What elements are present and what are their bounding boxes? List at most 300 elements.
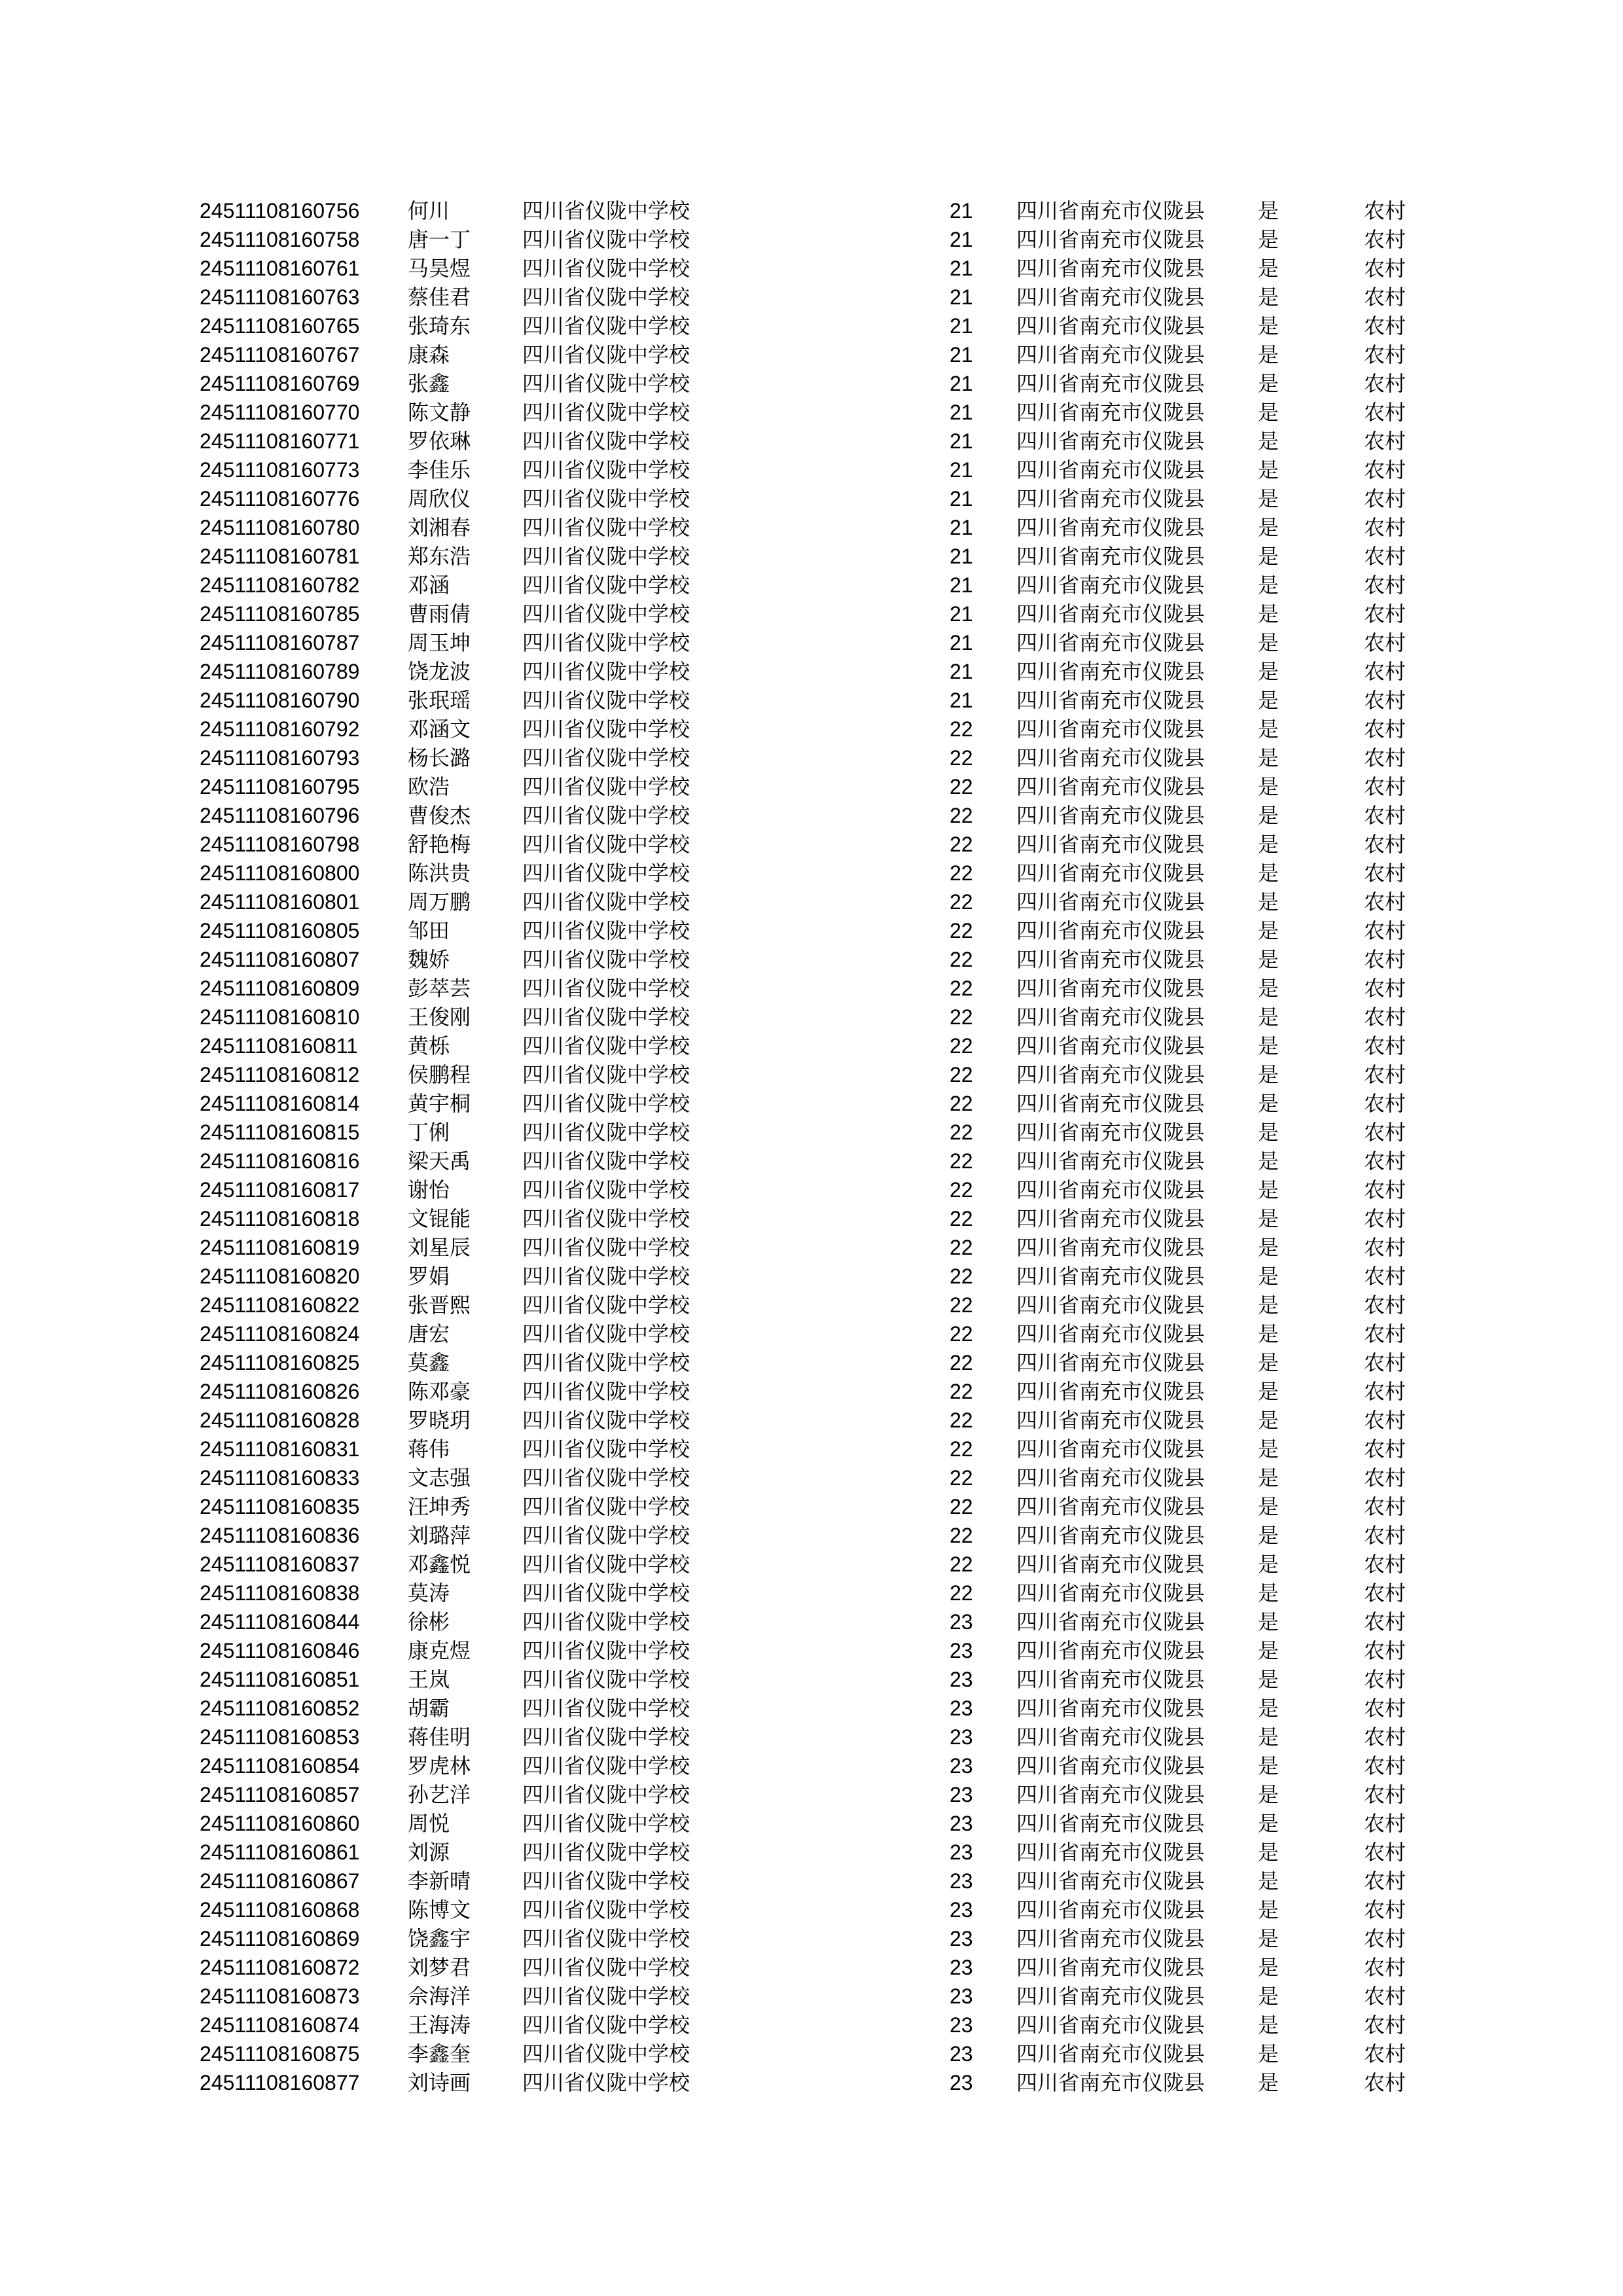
number-cell: 23: [950, 2071, 973, 2094]
school-cell: 四川省仪陇中学校: [522, 371, 690, 396]
exam-id-cell: 24511108160758: [200, 228, 360, 251]
number-cell: 21: [950, 199, 973, 223]
student-name-cell: 黄宇桐: [408, 1091, 471, 1116]
number-cell: 23: [950, 1783, 973, 1806]
school-cell: 四川省仪陇中学校: [522, 1696, 690, 1721]
number-cell: 22: [950, 1322, 973, 1346]
number-cell: 21: [950, 372, 973, 395]
table-row: [200, 1895, 1443, 1924]
flag-cell: 是: [1258, 1120, 1279, 1145]
school-cell: 四川省仪陇中学校: [522, 1293, 690, 1318]
area-type-cell: 农村: [1364, 774, 1406, 799]
student-name-cell: 欧浩: [408, 774, 450, 799]
table-row: [200, 945, 1443, 974]
table-row: [200, 2011, 1443, 2039]
flag-cell: 是: [1258, 659, 1279, 684]
address-cell: 四川省南充市仪陇县: [1016, 227, 1205, 252]
student-name-cell: 王海涛: [408, 2013, 471, 2037]
table-row: [200, 1492, 1443, 1521]
number-cell: 21: [950, 228, 973, 251]
number-cell: 22: [950, 948, 973, 971]
address-cell: 四川省南充市仪陇县: [1016, 1437, 1205, 1462]
address-cell: 四川省南充市仪陇县: [1016, 630, 1205, 655]
school-cell: 四川省仪陇中学校: [522, 1350, 690, 1375]
student-name-cell: 刘源: [408, 1840, 450, 1865]
address-cell: 四川省南充市仪陇县: [1016, 1638, 1205, 1663]
table-row: [200, 1665, 1443, 1694]
student-name-cell: 李鑫奎: [408, 2041, 471, 2066]
flag-cell: 是: [1258, 1811, 1279, 1836]
school-cell: 四川省仪陇中学校: [522, 976, 690, 1001]
number-cell: 23: [950, 2013, 973, 2037]
address-cell: 四川省南充市仪陇县: [1016, 1552, 1205, 1577]
flag-cell: 是: [1258, 1206, 1279, 1231]
area-type-cell: 农村: [1364, 400, 1406, 425]
student-name-cell: 周欣仪: [408, 486, 471, 511]
number-cell: 22: [950, 833, 973, 856]
student-name-cell: 魏娇: [408, 947, 450, 972]
student-name-cell: 康森: [408, 342, 450, 367]
number-cell: 22: [950, 1063, 973, 1086]
school-cell: 四川省仪陇中学校: [522, 918, 690, 943]
table-row: [200, 1204, 1443, 1233]
area-type-cell: 农村: [1364, 630, 1406, 655]
school-cell: 四川省仪陇中学校: [522, 1869, 690, 1893]
exam-id-cell: 24511108160819: [200, 1236, 360, 1259]
flag-cell: 是: [1258, 1235, 1279, 1260]
student-name-cell: 周玉坤: [408, 630, 471, 655]
exam-id-cell: 24511108160836: [200, 1524, 360, 1547]
area-type-cell: 农村: [1364, 1869, 1406, 1893]
area-type-cell: 农村: [1364, 2041, 1406, 2066]
number-cell: 22: [950, 1265, 973, 1288]
exam-id-cell: 24511108160792: [200, 717, 360, 741]
table-row: [200, 571, 1443, 600]
flag-cell: 是: [1258, 1437, 1279, 1462]
school-cell: 四川省仪陇中学校: [522, 1408, 690, 1433]
student-name-cell: 唐宏: [408, 1321, 450, 1346]
student-name-cell: 康克煜: [408, 1638, 471, 1663]
table-row: [200, 1348, 1443, 1377]
student-name-cell: 周悦: [408, 1811, 450, 1836]
table-row: [200, 1406, 1443, 1435]
student-name-cell: 孙艺洋: [408, 1782, 471, 1807]
school-cell: 四川省仪陇中学校: [522, 1177, 690, 1202]
exam-id-cell: 24511108160787: [200, 631, 360, 655]
flag-cell: 是: [1258, 1062, 1279, 1087]
exam-id-cell: 24511108160835: [200, 1495, 360, 1518]
school-cell: 四川省仪陇中学校: [522, 1264, 690, 1289]
school-cell: 四川省仪陇中学校: [522, 889, 690, 914]
area-type-cell: 农村: [1364, 1350, 1406, 1375]
student-name-cell: 佘海洋: [408, 1984, 471, 2009]
area-type-cell: 农村: [1364, 1667, 1406, 1692]
flag-cell: 是: [1258, 2041, 1279, 2066]
number-cell: 21: [950, 631, 973, 655]
table-row: [200, 1233, 1443, 1262]
number-cell: 21: [950, 257, 973, 280]
address-cell: 四川省南充市仪陇县: [1016, 1955, 1205, 1980]
address-cell: 四川省南充市仪陇县: [1016, 1811, 1205, 1836]
table-row: [200, 484, 1443, 513]
address-cell: 四川省南充市仪陇县: [1016, 1264, 1205, 1289]
school-cell: 四川省仪陇中学校: [522, 227, 690, 252]
number-cell: 22: [950, 890, 973, 914]
table-row: [200, 1060, 1443, 1089]
area-type-cell: 农村: [1364, 1379, 1406, 1404]
table-row: [200, 830, 1443, 859]
table-row: [200, 2068, 1443, 2097]
area-type-cell: 农村: [1364, 717, 1406, 742]
exam-id-cell: 24511108160861: [200, 1840, 360, 1864]
table-row: [200, 715, 1443, 744]
number-cell: 21: [950, 487, 973, 511]
area-type-cell: 农村: [1364, 1984, 1406, 2009]
exam-id-cell: 24511108160869: [200, 1927, 360, 1950]
address-cell: 四川省南充市仪陇县: [1016, 1206, 1205, 1231]
student-name-cell: 饶龙波: [408, 659, 471, 684]
exam-id-cell: 24511108160833: [200, 1466, 360, 1490]
area-type-cell: 农村: [1364, 1494, 1406, 1519]
number-cell: 23: [950, 1696, 973, 1720]
school-cell: 四川省仪陇中学校: [522, 659, 690, 684]
table-row: [200, 916, 1443, 945]
address-cell: 四川省南充市仪陇县: [1016, 1581, 1205, 1605]
area-type-cell: 农村: [1364, 256, 1406, 281]
number-cell: 21: [950, 401, 973, 424]
area-type-cell: 农村: [1364, 1955, 1406, 1980]
area-type-cell: 农村: [1364, 601, 1406, 626]
exam-id-cell: 24511108160809: [200, 977, 360, 1000]
area-type-cell: 农村: [1364, 1321, 1406, 1346]
school-cell: 四川省仪陇中学校: [522, 1523, 690, 1548]
address-cell: 四川省南充市仪陇县: [1016, 976, 1205, 1001]
table-row: [200, 1751, 1443, 1780]
exam-id-cell: 24511108160776: [200, 487, 360, 511]
area-type-cell: 农村: [1364, 976, 1406, 1001]
exam-id-cell: 24511108160811: [200, 1034, 359, 1058]
student-name-cell: 曹俊杰: [408, 803, 471, 828]
address-cell: 四川省南充市仪陇县: [1016, 1177, 1205, 1202]
flag-cell: 是: [1258, 1494, 1279, 1519]
flag-cell: 是: [1258, 688, 1279, 713]
student-name-cell: 郑东浩: [408, 544, 471, 569]
student-name-cell: 马昊煜: [408, 256, 471, 281]
school-cell: 四川省仪陇中学校: [522, 429, 690, 454]
flag-cell: 是: [1258, 947, 1279, 972]
area-type-cell: 农村: [1364, 1293, 1406, 1318]
school-cell: 四川省仪陇中学校: [522, 1033, 690, 1058]
table-row: [200, 1089, 1443, 1118]
address-cell: 四川省南充市仪陇县: [1016, 1725, 1205, 1749]
number-cell: 22: [950, 717, 973, 741]
flag-cell: 是: [1258, 803, 1279, 828]
address-cell: 四川省南充市仪陇县: [1016, 774, 1205, 799]
student-name-cell: 侯鹏程: [408, 1062, 471, 1087]
number-cell: 23: [950, 1898, 973, 1922]
school-cell: 四川省仪陇中学校: [522, 342, 690, 367]
table-row: [200, 1723, 1443, 1751]
address-cell: 四川省南充市仪陇县: [1016, 1033, 1205, 1058]
table-row: [200, 772, 1443, 801]
flag-cell: 是: [1258, 1638, 1279, 1663]
address-cell: 四川省南充市仪陇县: [1016, 1897, 1205, 1922]
exam-id-cell: 24511108160867: [200, 1869, 360, 1893]
exam-id-cell: 24511108160790: [200, 689, 360, 712]
area-type-cell: 农村: [1364, 371, 1406, 396]
area-type-cell: 农村: [1364, 1062, 1406, 1087]
student-name-cell: 张珉瑶: [408, 688, 471, 713]
flag-cell: 是: [1258, 227, 1279, 252]
address-cell: 四川省南充市仪陇县: [1016, 1869, 1205, 1893]
area-type-cell: 农村: [1364, 198, 1406, 223]
number-cell: 21: [950, 516, 973, 539]
table-row: [200, 1867, 1443, 1895]
student-name-cell: 饶鑫宇: [408, 1926, 471, 1951]
exam-id-cell: 24511108160814: [200, 1092, 360, 1115]
area-type-cell: 农村: [1364, 342, 1406, 367]
student-name-cell: 刘璐萍: [408, 1523, 471, 1548]
number-cell: 22: [950, 1408, 973, 1432]
exam-id-cell: 24511108160822: [200, 1293, 360, 1317]
address-cell: 四川省南充市仪陇县: [1016, 947, 1205, 972]
exam-id-cell: 24511108160770: [200, 401, 360, 424]
flag-cell: 是: [1258, 486, 1279, 511]
exam-id-cell: 24511108160805: [200, 919, 360, 942]
area-type-cell: 农村: [1364, 285, 1406, 310]
area-type-cell: 农村: [1364, 573, 1406, 598]
flag-cell: 是: [1258, 918, 1279, 943]
table-row: [200, 974, 1443, 1003]
table-row: [200, 888, 1443, 916]
address-cell: 四川省南充市仪陇县: [1016, 2070, 1205, 2095]
exam-id-cell: 24511108160763: [200, 285, 360, 309]
student-name-cell: 邓鑫悦: [408, 1552, 471, 1577]
area-type-cell: 农村: [1364, 861, 1406, 886]
flag-cell: 是: [1258, 976, 1279, 1001]
exam-id-cell: 24511108160800: [200, 861, 360, 885]
exam-id-cell: 24511108160765: [200, 314, 360, 338]
address-cell: 四川省南充市仪陇县: [1016, 659, 1205, 684]
address-cell: 四川省南充市仪陇县: [1016, 544, 1205, 569]
flag-cell: 是: [1258, 1091, 1279, 1116]
flag-cell: 是: [1258, 1782, 1279, 1807]
student-name-cell: 梁天禹: [408, 1149, 471, 1174]
area-type-cell: 农村: [1364, 1897, 1406, 1922]
student-name-cell: 刘梦君: [408, 1955, 471, 1980]
flag-cell: 是: [1258, 198, 1279, 223]
table-row: [200, 1953, 1443, 1982]
student-name-cell: 文志强: [408, 1465, 471, 1490]
table-row: [200, 686, 1443, 715]
student-name-cell: 刘湘春: [408, 515, 471, 540]
school-cell: 四川省仪陇中学校: [522, 1091, 690, 1116]
number-cell: 21: [950, 429, 973, 453]
school-cell: 四川省仪陇中学校: [522, 285, 690, 310]
school-cell: 四川省仪陇中学校: [522, 457, 690, 482]
number-cell: 23: [950, 1956, 973, 1979]
school-cell: 四川省仪陇中学校: [522, 314, 690, 338]
student-name-cell: 罗娟: [408, 1264, 450, 1289]
area-type-cell: 农村: [1364, 486, 1406, 511]
table-row: [200, 225, 1443, 254]
flag-cell: 是: [1258, 1033, 1279, 1058]
number-cell: 21: [950, 602, 973, 626]
exam-id-cell: 24511108160838: [200, 1581, 360, 1605]
flag-cell: 是: [1258, 1984, 1279, 2009]
area-type-cell: 农村: [1364, 2070, 1406, 2095]
number-cell: 23: [950, 1984, 973, 2008]
number-cell: 22: [950, 919, 973, 942]
area-type-cell: 农村: [1364, 1033, 1406, 1058]
student-name-cell: 刘诗画: [408, 2070, 471, 2095]
area-type-cell: 农村: [1364, 544, 1406, 569]
address-cell: 四川省南充市仪陇县: [1016, 1609, 1205, 1634]
student-name-cell: 陈文静: [408, 400, 471, 425]
table-row: [200, 657, 1443, 686]
flag-cell: 是: [1258, 1753, 1279, 1778]
area-type-cell: 农村: [1364, 515, 1406, 540]
area-type-cell: 农村: [1364, 1609, 1406, 1634]
address-cell: 四川省南充市仪陇县: [1016, 1293, 1205, 1318]
exam-id-cell: 24511108160868: [200, 1898, 360, 1922]
student-name-cell: 胡霸: [408, 1696, 450, 1721]
number-cell: 22: [950, 1552, 973, 1576]
flag-cell: 是: [1258, 1552, 1279, 1577]
exam-id-cell: 24511108160815: [200, 1121, 360, 1144]
address-cell: 四川省南充市仪陇县: [1016, 1494, 1205, 1519]
exam-id-cell: 24511108160756: [200, 199, 360, 223]
student-name-cell: 罗虎林: [408, 1753, 471, 1778]
address-cell: 四川省南充市仪陇县: [1016, 457, 1205, 482]
exam-id-cell: 24511108160877: [200, 2071, 360, 2094]
student-name-cell: 张鑫: [408, 371, 450, 396]
area-type-cell: 农村: [1364, 1552, 1406, 1577]
flag-cell: 是: [1258, 1869, 1279, 1893]
flag-cell: 是: [1258, 1696, 1279, 1721]
flag-cell: 是: [1258, 1465, 1279, 1490]
address-cell: 四川省南充市仪陇县: [1016, 688, 1205, 713]
area-type-cell: 农村: [1364, 1753, 1406, 1778]
exam-id-cell: 24511108160798: [200, 833, 360, 856]
number-cell: 23: [950, 1754, 973, 1778]
number-cell: 23: [950, 1610, 973, 1634]
student-name-cell: 刘星辰: [408, 1235, 471, 1260]
number-cell: 21: [950, 573, 973, 597]
area-type-cell: 农村: [1364, 1840, 1406, 1865]
student-name-cell: 张晋熙: [408, 1293, 471, 1318]
flag-cell: 是: [1258, 1609, 1279, 1634]
table-row: [200, 340, 1443, 369]
school-cell: 四川省仪陇中学校: [522, 1062, 690, 1087]
school-cell: 四川省仪陇中学校: [522, 2041, 690, 2066]
area-type-cell: 农村: [1364, 1811, 1406, 1836]
flag-cell: 是: [1258, 314, 1279, 338]
table-row: [200, 513, 1443, 542]
table-row: [200, 1291, 1443, 1319]
school-cell: 四川省仪陇中学校: [522, 1753, 690, 1778]
school-cell: 四川省仪陇中学校: [522, 1897, 690, 1922]
flag-cell: 是: [1258, 774, 1279, 799]
number-cell: 22: [950, 1121, 973, 1144]
school-cell: 四川省仪陇中学校: [522, 1811, 690, 1836]
area-type-cell: 农村: [1364, 1782, 1406, 1807]
number-cell: 22: [950, 1092, 973, 1115]
flag-cell: 是: [1258, 544, 1279, 569]
flag-cell: 是: [1258, 2013, 1279, 2037]
address-cell: 四川省南充市仪陇县: [1016, 745, 1205, 770]
address-cell: 四川省南充市仪陇县: [1016, 1782, 1205, 1807]
flag-cell: 是: [1258, 1523, 1279, 1548]
student-name-cell: 汪坤秀: [408, 1494, 471, 1519]
number-cell: 22: [950, 1149, 973, 1173]
flag-cell: 是: [1258, 285, 1279, 310]
address-cell: 四川省南充市仪陇县: [1016, 1408, 1205, 1433]
table-row: [200, 600, 1443, 628]
address-cell: 四川省南充市仪陇县: [1016, 889, 1205, 914]
table-row: [200, 398, 1443, 427]
area-type-cell: 农村: [1364, 918, 1406, 943]
area-type-cell: 农村: [1364, 1264, 1406, 1289]
address-cell: 四川省南充市仪陇县: [1016, 803, 1205, 828]
school-cell: 四川省仪陇中学校: [522, 745, 690, 770]
area-type-cell: 农村: [1364, 1725, 1406, 1749]
address-cell: 四川省南充市仪陇县: [1016, 717, 1205, 742]
flag-cell: 是: [1258, 889, 1279, 914]
exam-id-cell: 24511108160767: [200, 343, 360, 367]
table-row: [200, 1809, 1443, 1838]
flag-cell: 是: [1258, 630, 1279, 655]
school-cell: 四川省仪陇中学校: [522, 198, 690, 223]
exam-id-cell: 24511108160852: [200, 1696, 360, 1720]
school-cell: 四川省仪陇中学校: [522, 1235, 690, 1260]
table-row: [200, 1262, 1443, 1291]
exam-id-cell: 24511108160796: [200, 804, 360, 827]
area-type-cell: 农村: [1364, 1206, 1406, 1231]
table-row: [200, 196, 1443, 225]
school-cell: 四川省仪陇中学校: [522, 832, 690, 857]
exam-id-cell: 24511108160769: [200, 372, 360, 395]
exam-id-cell: 24511108160761: [200, 257, 360, 280]
number-cell: 22: [950, 1178, 973, 1202]
roster-table: [200, 196, 1443, 2097]
exam-id-cell: 24511108160817: [200, 1178, 360, 1202]
table-row: [200, 1838, 1443, 1867]
exam-id-cell: 24511108160844: [200, 1610, 360, 1634]
school-cell: 四川省仪陇中学校: [522, 1581, 690, 1605]
student-name-cell: 陈洪贵: [408, 861, 471, 886]
table-row: [200, 2039, 1443, 2068]
address-cell: 四川省南充市仪陇县: [1016, 601, 1205, 626]
number-cell: 23: [950, 1639, 973, 1662]
address-cell: 四川省南充市仪陇县: [1016, 1667, 1205, 1692]
address-cell: 四川省南充市仪陇县: [1016, 285, 1205, 310]
number-cell: 23: [950, 2042, 973, 2066]
flag-cell: 是: [1258, 832, 1279, 857]
address-cell: 四川省南充市仪陇县: [1016, 1005, 1205, 1030]
table-row: [200, 1982, 1443, 2011]
table-row: [200, 254, 1443, 283]
number-cell: 22: [950, 861, 973, 885]
flag-cell: 是: [1258, 1149, 1279, 1174]
number-cell: 22: [950, 746, 973, 770]
flag-cell: 是: [1258, 745, 1279, 770]
student-name-cell: 王岚: [408, 1667, 450, 1692]
area-type-cell: 农村: [1364, 688, 1406, 713]
school-cell: 四川省仪陇中学校: [522, 1609, 690, 1634]
number-cell: 22: [950, 1034, 973, 1058]
address-cell: 四川省南充市仪陇县: [1016, 1840, 1205, 1865]
